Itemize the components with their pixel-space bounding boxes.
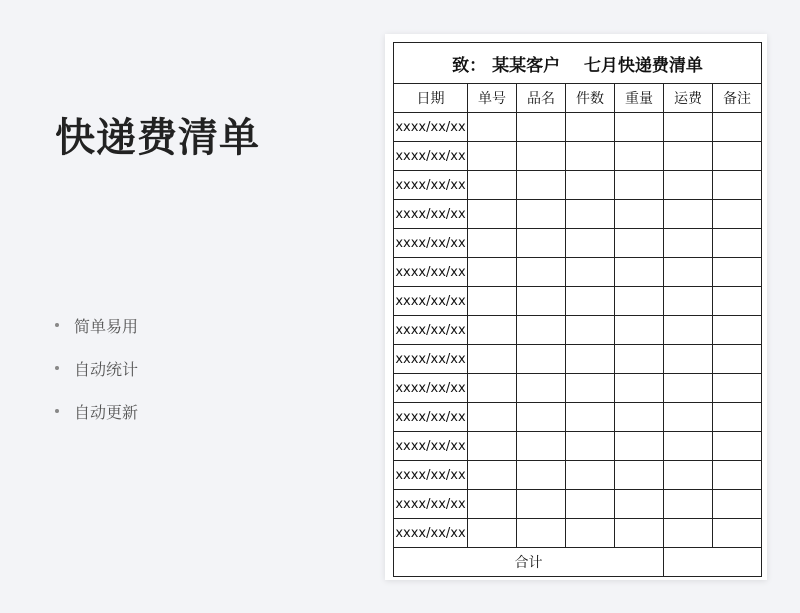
table-cell xyxy=(566,113,615,142)
table-cell xyxy=(517,374,566,403)
date-cell: xxxx/xx/xx xyxy=(394,171,468,200)
feature-item xyxy=(55,398,138,424)
table-cell xyxy=(664,171,713,200)
table-cell xyxy=(615,490,664,519)
table-cell xyxy=(713,461,762,490)
table-cell xyxy=(566,287,615,316)
table-cell xyxy=(517,200,566,229)
table-cell xyxy=(566,432,615,461)
table-cell xyxy=(615,171,664,200)
column-header-quantity: 件数 xyxy=(566,84,615,113)
table-cell xyxy=(615,345,664,374)
feature-item xyxy=(55,312,138,338)
table-cell xyxy=(615,316,664,345)
table-title xyxy=(394,43,762,84)
total-label: 合计 xyxy=(394,548,664,577)
table-cell xyxy=(468,345,517,374)
table-cell xyxy=(664,287,713,316)
table-cell xyxy=(468,461,517,490)
table-cell xyxy=(664,316,713,345)
table-cell xyxy=(468,287,517,316)
table-cell xyxy=(713,113,762,142)
table-cell xyxy=(664,142,713,171)
date-cell: xxxx/xx/xx xyxy=(394,461,468,490)
table-cell xyxy=(517,345,566,374)
feature-label: 自动更新 xyxy=(74,402,139,422)
table-cell xyxy=(566,519,615,548)
table-cell xyxy=(517,258,566,287)
table-cell xyxy=(713,403,762,432)
table-cell xyxy=(615,403,664,432)
table-cell xyxy=(468,200,517,229)
date-cell: xxxx/xx/xx xyxy=(394,258,468,287)
table-cell xyxy=(517,461,566,490)
table-cell xyxy=(615,258,664,287)
table-cell xyxy=(566,142,615,171)
date-cell: xxxx/xx/xx xyxy=(394,142,468,171)
table-row xyxy=(394,200,762,229)
table-row xyxy=(394,142,762,171)
table-cell xyxy=(713,171,762,200)
column-header-weight: 重量 xyxy=(615,84,664,113)
table-cell xyxy=(566,171,615,200)
total-value-cell xyxy=(664,548,762,577)
table-total-row xyxy=(394,548,762,577)
table-cell xyxy=(664,403,713,432)
table-cell xyxy=(664,490,713,519)
date-cell: xxxx/xx/xx xyxy=(394,519,468,548)
table-cell xyxy=(713,374,762,403)
table-cell xyxy=(517,519,566,548)
table-header-row xyxy=(394,84,762,113)
table-cell xyxy=(615,229,664,258)
table-row xyxy=(394,490,762,519)
table-cell xyxy=(664,432,713,461)
date-cell: xxxx/xx/xx xyxy=(394,432,468,461)
table-row xyxy=(394,461,762,490)
table-cell xyxy=(713,316,762,345)
table-cell xyxy=(664,374,713,403)
table-cell xyxy=(615,113,664,142)
table-cell xyxy=(468,316,517,345)
table-cell xyxy=(566,200,615,229)
table-cell xyxy=(517,403,566,432)
table-cell xyxy=(615,432,664,461)
table-cell xyxy=(713,229,762,258)
title-prefix: 致： xyxy=(452,55,487,76)
date-cell: xxxx/xx/xx xyxy=(394,316,468,345)
table-cell xyxy=(566,403,615,432)
table-cell xyxy=(517,316,566,345)
table-row xyxy=(394,258,762,287)
invoice-sheet-preview xyxy=(385,34,767,580)
date-cell: xxxx/xx/xx xyxy=(394,374,468,403)
table-cell xyxy=(664,200,713,229)
table-cell xyxy=(664,519,713,548)
table-cell xyxy=(615,374,664,403)
table-row xyxy=(394,374,762,403)
table-row xyxy=(394,403,762,432)
date-cell: xxxx/xx/xx xyxy=(394,113,468,142)
table-body xyxy=(394,113,762,548)
bullet-dot-icon xyxy=(55,409,59,413)
table-row xyxy=(394,229,762,258)
table-row xyxy=(394,345,762,374)
table-cell xyxy=(517,171,566,200)
date-cell: xxxx/xx/xx xyxy=(394,229,468,258)
table-cell xyxy=(615,142,664,171)
column-header-item-name: 品名 xyxy=(517,84,566,113)
table-cell xyxy=(468,519,517,548)
table-cell xyxy=(566,345,615,374)
table-cell xyxy=(517,490,566,519)
table-cell xyxy=(713,258,762,287)
bullet-dot-icon xyxy=(55,323,59,327)
table-cell xyxy=(615,519,664,548)
title-client: 某某客户 xyxy=(492,55,561,76)
table-title-row xyxy=(394,43,762,84)
date-cell: xxxx/xx/xx xyxy=(394,200,468,229)
feature-label: 自动统计 xyxy=(74,359,139,379)
table-cell xyxy=(713,490,762,519)
table-cell xyxy=(615,287,664,316)
table-cell xyxy=(566,229,615,258)
table-cell xyxy=(468,432,517,461)
table-cell xyxy=(468,113,517,142)
table-cell xyxy=(517,113,566,142)
table-row xyxy=(394,113,762,142)
date-cell: xxxx/xx/xx xyxy=(394,403,468,432)
table-row xyxy=(394,316,762,345)
table-cell xyxy=(713,519,762,548)
table-cell xyxy=(517,229,566,258)
table-cell xyxy=(664,113,713,142)
table-row xyxy=(394,432,762,461)
feature-item xyxy=(55,355,138,381)
table-cell xyxy=(566,461,615,490)
page-headline: 快递费清单 xyxy=(55,115,260,161)
table-cell xyxy=(468,490,517,519)
table-cell xyxy=(566,316,615,345)
table-cell xyxy=(664,258,713,287)
table-cell xyxy=(566,258,615,287)
table-cell xyxy=(615,461,664,490)
table-cell xyxy=(468,229,517,258)
table-cell xyxy=(468,258,517,287)
table-cell xyxy=(468,171,517,200)
table-cell xyxy=(468,142,517,171)
column-header-remarks: 备注 xyxy=(713,84,762,113)
column-header-tracking-number: 单号 xyxy=(468,84,517,113)
date-cell: xxxx/xx/xx xyxy=(394,287,468,316)
table-cell xyxy=(664,461,713,490)
table-cell xyxy=(713,287,762,316)
table-cell xyxy=(566,490,615,519)
column-header-date: 日期 xyxy=(394,84,468,113)
feature-list xyxy=(55,312,138,441)
table-cell xyxy=(615,200,664,229)
feature-label: 简单易用 xyxy=(74,316,139,336)
title-suffix: 七月快递费清单 xyxy=(583,55,703,76)
column-header-shipping-fee: 运费 xyxy=(664,84,713,113)
table-cell xyxy=(664,229,713,258)
table-cell xyxy=(566,374,615,403)
bullet-dot-icon xyxy=(55,366,59,370)
table-cell xyxy=(468,403,517,432)
table-cell xyxy=(713,200,762,229)
table-cell xyxy=(713,432,762,461)
date-cell: xxxx/xx/xx xyxy=(394,345,468,374)
table-cell xyxy=(664,345,713,374)
table-cell xyxy=(517,142,566,171)
table-row xyxy=(394,287,762,316)
table-cell xyxy=(517,432,566,461)
table-row xyxy=(394,519,762,548)
table-cell xyxy=(468,374,517,403)
table-row xyxy=(394,171,762,200)
express-fee-table xyxy=(393,42,762,577)
table-cell xyxy=(517,287,566,316)
date-cell: xxxx/xx/xx xyxy=(394,490,468,519)
table-cell xyxy=(713,345,762,374)
table-cell xyxy=(713,142,762,171)
